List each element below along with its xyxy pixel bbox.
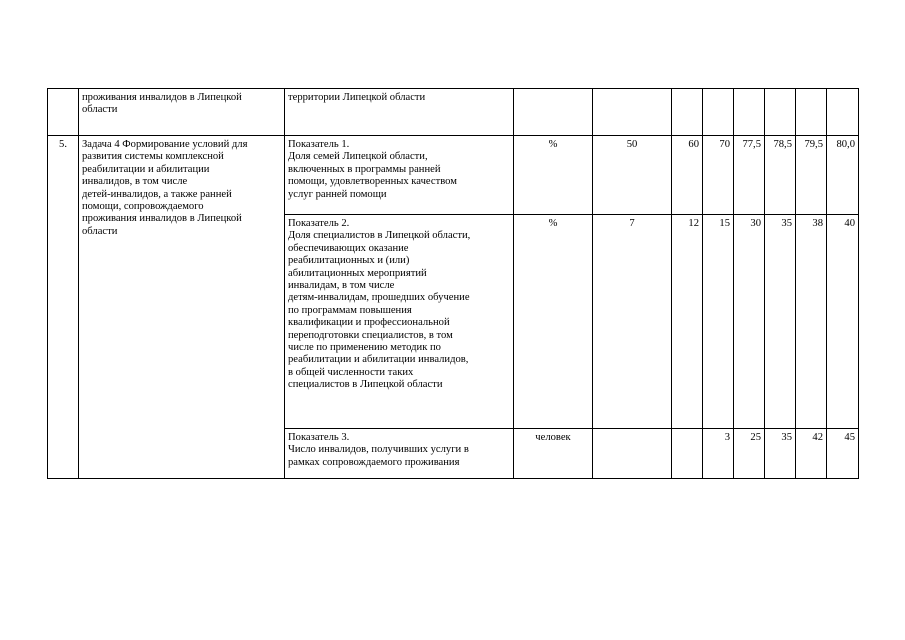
row-number: 5. [48, 136, 79, 479]
indicator-text: Показатель 2. Доля специалистов в Липецкой области, обеспечивающих оказание реабилитационных и (или) абилитационных мероприятий инвалидам, в том числе детям-инвалидам, прошедших обучение по программам повышения квалификации и профессиональной переподготовки специалистов, в том числе по применению методик по реабилитации и абилитации инвалидов, в общей численности таких специалистов в Липецкой области [285, 215, 514, 429]
value-cell [827, 89, 859, 136]
value-cell: 77,5 [734, 136, 765, 215]
indicator-row [48, 136, 859, 215]
indicator-cell: территории Липецкой области [285, 89, 514, 136]
unit-cell: % [514, 136, 593, 215]
indicators-table [47, 88, 859, 479]
value-cell: 80,0 [827, 136, 859, 215]
task-description: Задача 4 Формирование условий для развития системы комплексной реабилитации и абилитации инвалидов, в том числе детей-инвалидов, а также ранней помощи, сопровождаемого проживания инвалидов в Липецкой области [79, 136, 285, 479]
value-cell: 35 [765, 429, 796, 479]
value-cell: 40 [827, 215, 859, 429]
number-cell [48, 89, 79, 136]
value-cell: 3 [703, 429, 734, 479]
value-cell: 38 [796, 215, 827, 429]
unit-cell: % [514, 215, 593, 429]
indicator-text: Показатель 1. Доля семей Липецкой области, включенных в программы ранней помощи, удовлетворенных качеством услуг ранней помощи [285, 136, 514, 215]
value-cell [765, 89, 796, 136]
value-cell [593, 429, 672, 479]
value-cell: 70 [703, 136, 734, 215]
value-cell: 7 [593, 215, 672, 429]
unit-cell: человек [514, 429, 593, 479]
value-cell: 45 [827, 429, 859, 479]
indicator-text: Показатель 3. Число инвалидов, получивших услуги в рамках сопровождаемого проживания [285, 429, 514, 479]
value-cell: 60 [672, 136, 703, 215]
value-cell [672, 89, 703, 136]
value-cell [734, 89, 765, 136]
value-cell: 42 [796, 429, 827, 479]
value-cell [672, 429, 703, 479]
task-cell: проживания инвалидов в Липецкой области [79, 89, 285, 136]
continuation-row [48, 89, 859, 136]
value-cell: 30 [734, 215, 765, 429]
value-cell: 25 [734, 429, 765, 479]
value-cell [593, 89, 672, 136]
unit-cell [514, 89, 593, 136]
value-cell [703, 89, 734, 136]
value-cell: 79,5 [796, 136, 827, 215]
value-cell: 78,5 [765, 136, 796, 215]
value-cell: 15 [703, 215, 734, 429]
value-cell: 50 [593, 136, 672, 215]
value-cell: 12 [672, 215, 703, 429]
value-cell: 35 [765, 215, 796, 429]
value-cell [796, 89, 827, 136]
